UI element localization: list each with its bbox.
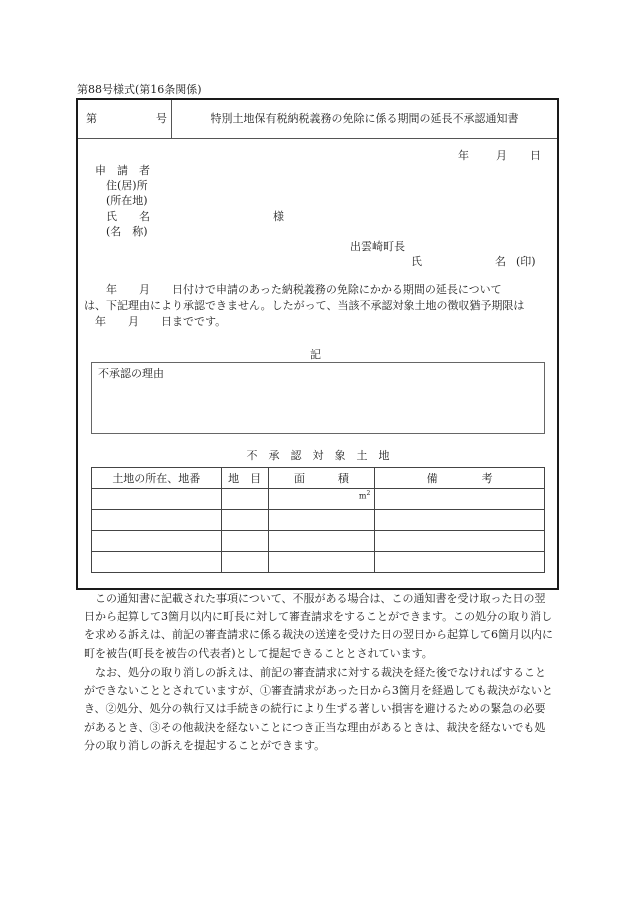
appeal-notice-paragraph-2: なお、処分の取り消しの訴えは、前記の審査請求に対する裁決を経た後でなければすることができないこととされていますが、①審査請求があった日から3箇月を経過しても裁決がないとき、②処分、処分の執行又は手続きの続行により生ずる著しい損害を避けるための緊急の必要があるとき、③その他裁決を経ないことにつき正当な理由があるときは、裁決を経ないでも処分の取り消しの訴えを提起することができます。 — [84, 666, 553, 752]
col-remarks: 備 考 — [375, 468, 545, 489]
reason-box[interactable] — [91, 362, 545, 434]
ki-heading: 記 — [310, 348, 321, 361]
form-number-label: 第88号様式(第16条関係) — [77, 83, 202, 96]
seal-mark: (印) — [516, 255, 536, 268]
cell-remarks[interactable] — [375, 531, 545, 552]
cell-land-category[interactable] — [221, 552, 268, 573]
appeal-notice-paragraph-1: この通知書に記載された事項について、不服がある場合は、この通知書を受け取った日の翌日から起算して3箇月以内に町長に対して審査請求をすることができます。この処分の取り消しを求める訴えは、前記の審査請求に係る裁決の送達を受けた日の翌日から起算して6箇月以内に町を被告(町長を被告の代表者)として提起できることとされています。 — [84, 592, 553, 660]
address-sub-label: (所在地) — [106, 194, 148, 207]
name-label: 氏 名 — [106, 210, 150, 223]
land-table — [91, 467, 545, 573]
reason-label: 不承認の理由 — [98, 367, 164, 380]
cell-remarks[interactable] — [375, 489, 545, 510]
cell-remarks[interactable] — [375, 552, 545, 573]
number-suffix: 号 — [156, 112, 167, 125]
name-sub-label: (名 称) — [106, 225, 148, 238]
applicant-heading: 申 請 者 — [95, 164, 150, 177]
honorific: 様 — [273, 210, 284, 223]
notice-form-frame — [76, 98, 559, 590]
cell-area[interactable] — [268, 552, 375, 573]
cell-land-category[interactable] — [221, 489, 268, 510]
area-unit-exponent: 2 — [366, 490, 371, 497]
issuer-office: 出雲崎町長 — [350, 240, 405, 253]
col-area: 面 積 — [268, 468, 375, 489]
issuer-name-b: 名 — [495, 255, 506, 268]
table-row — [92, 510, 545, 531]
land-table-header — [92, 468, 545, 489]
table-row — [92, 489, 545, 510]
cell-remarks[interactable] — [375, 510, 545, 531]
cell-location[interactable] — [92, 489, 222, 510]
cell-area[interactable] — [268, 489, 375, 510]
date-month: 月 — [496, 149, 507, 162]
document-title: 特別土地保有税納税義務の免除に係る期間の延長不承認通知書 — [210, 112, 519, 125]
cell-location[interactable] — [92, 552, 222, 573]
body-line-1: 年 月 日付けで申請のあった納税義務の免除にかかる期間の延長について — [84, 283, 502, 296]
col-land-category: 地 目 — [221, 468, 268, 489]
address-label: 住(居)所 — [106, 179, 148, 192]
table-row — [92, 531, 545, 552]
date-year: 年 — [458, 149, 469, 162]
col-location: 土地の所在、地番 — [92, 468, 222, 489]
cell-land-category[interactable] — [221, 510, 268, 531]
header-row — [78, 100, 557, 139]
cell-area[interactable] — [268, 531, 375, 552]
land-table-title: 不 承 認 対 象 土 地 — [246, 449, 390, 462]
body-line-3: 年 月 日までです。 — [84, 315, 227, 328]
date-day: 日 — [530, 149, 541, 162]
cell-location[interactable] — [92, 531, 222, 552]
cell-land-category[interactable] — [221, 531, 268, 552]
cell-area[interactable] — [268, 510, 375, 531]
body-line-2: は、下記理由により承認できません。したがって、当該不承認対象土地の徴収猶予期限は — [84, 299, 525, 312]
issuer-name-a: 氏 — [411, 255, 422, 268]
table-row — [92, 552, 545, 573]
number-prefix: 第 — [86, 112, 97, 125]
area-unit: m — [358, 491, 367, 501]
cell-location[interactable] — [92, 510, 222, 531]
